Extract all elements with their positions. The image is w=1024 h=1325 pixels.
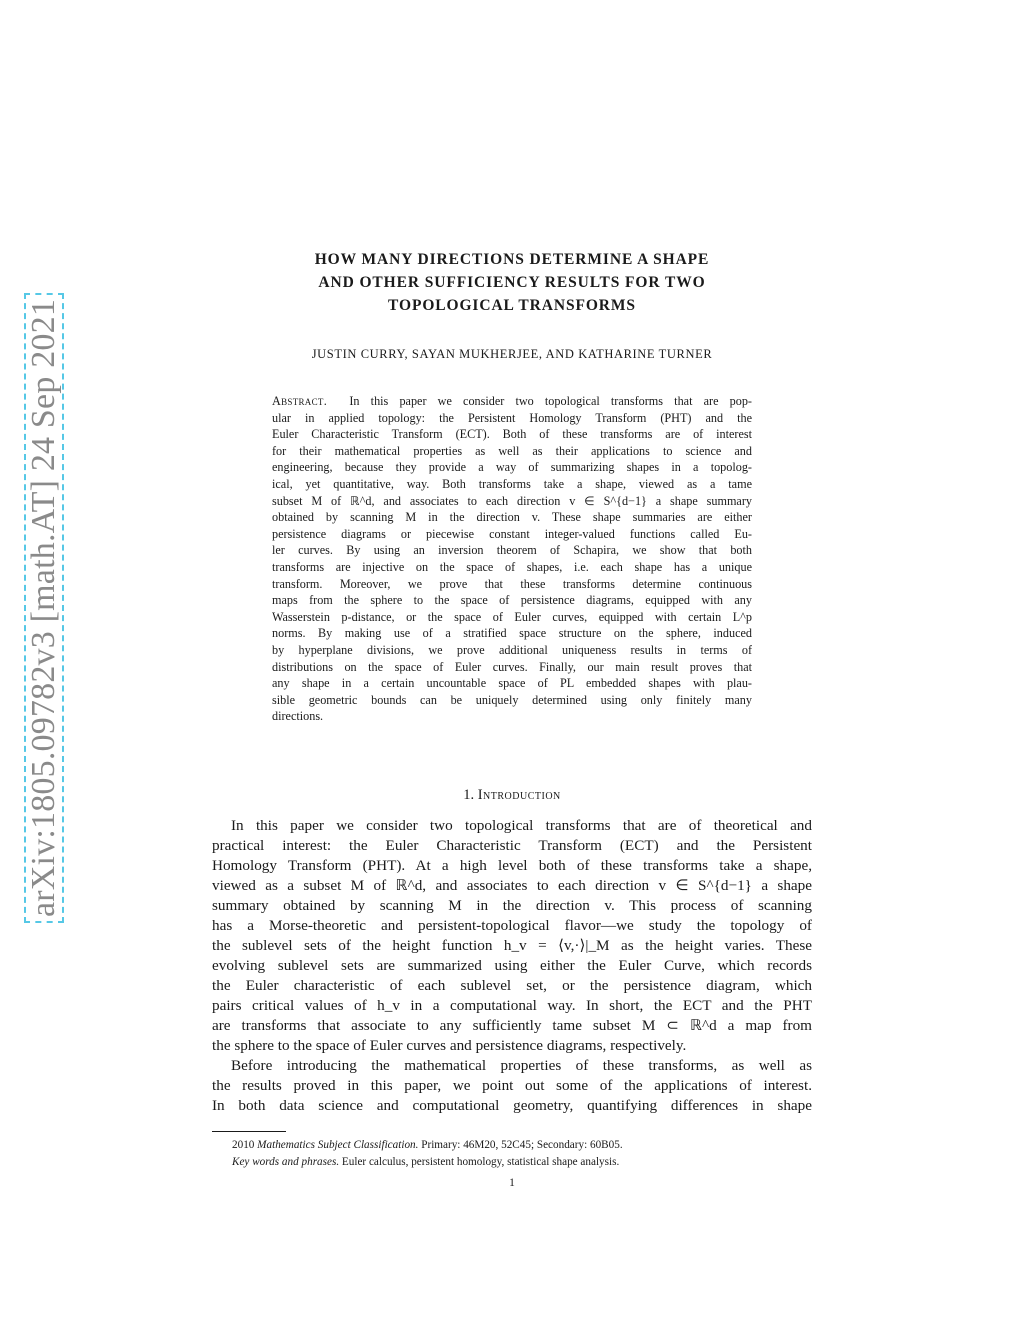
title-line: AND OTHER SUFFICIENCY RESULTS FOR TWO [318, 274, 706, 291]
abstract-line: ical, yet quantitative, way. Both transforms take a shape, viewed as a tame [272, 476, 752, 491]
body-line: pairs critical values of h_v in a computational way. In short, the ECT and the PHT [212, 997, 812, 1014]
abstract-line: maps from the sphere to the space of persistence diagrams, equipped with any [272, 593, 752, 608]
body-line: In this paper we consider two topological transforms that are of theoretical and [231, 817, 812, 834]
abstract-line: norms. By making use of a stratified space structure on the sphere, induced [272, 626, 752, 641]
abstract-line: any shape in a certain uncountable space of PL embedded shapes with plau- [272, 676, 752, 691]
keywords-label: Key words and phrases. [232, 1156, 340, 1168]
arxiv-stamp [24, 293, 64, 923]
abstract-line: distributions on the space of Euler curves. Finally, our main result proves that [272, 659, 752, 674]
abstract-line: sible geometric bounds can be uniquely determined using only finitely many [272, 692, 752, 707]
body-line: In both data science and computational geometry, quantifying differences in shape [212, 1097, 812, 1114]
footnote-msc [232, 1137, 812, 1154]
body-line: the Euler characteristic of each sublevel set, or the persistence diagram, which [212, 977, 812, 994]
body-line: evolving sublevel sets are summarized using either the Euler Curve, which records [212, 957, 812, 974]
abstract-line: Euler Characteristic Transform (ECT). Both of these transforms are of interest [272, 427, 752, 442]
abstract-label: Abstract. [272, 394, 328, 408]
abstract-line: Wasserstein p-distance, or the space of Euler curves, equipped with certain L^p [272, 609, 752, 624]
abstract-line: ular in applied topology: the Persistent Homology Transform (PHT) and the [272, 410, 752, 425]
abstract-line: persistence diagrams or piecewise constant integer-valued functions called Eu- [272, 526, 752, 541]
section-title: Introduction [477, 787, 561, 803]
body-line: the sphere to the space of Euler curves and persistence diagrams, respectively. [212, 1037, 687, 1054]
abstract-line-text: In this paper we consider two topological transforms that are pop- [349, 394, 752, 408]
abstract-line: by hyperplane divisions, we prove additional uniqueness results in terms of [272, 642, 752, 657]
paper-title [212, 248, 812, 317]
abstract-line: for their mathematical properties as well as their applications to science and [272, 443, 752, 458]
body-text [212, 816, 812, 1116]
abstract-line: transforms are injective on the space of shapes, i.e. each shape has a unique [272, 559, 752, 574]
body-line: summary obtained by scanning M in the direction v. This process of scanning [212, 897, 812, 914]
footnote-rule [212, 1131, 286, 1132]
author-list: JUSTIN CURRY, SAYAN MUKHERJEE, AND KATHARINE TURNER [311, 347, 713, 361]
msc-prefix: 2010 [232, 1139, 255, 1151]
abstract [272, 393, 752, 725]
msc-label: Mathematics Subject Classification. [257, 1139, 419, 1151]
abstract-line: engineering, because they provide a way of summarizing shapes in a topolog- [272, 460, 752, 475]
body-line: Before introducing the mathematical properties of these transforms, as well as [231, 1057, 812, 1074]
body-line: the sublevel sets of the height function h_v = ⟨v,·⟩|_M as the height varies. These [212, 937, 812, 954]
body-line: Homology Transform (PHT). At a high level both of these transforms take a shape, [212, 857, 812, 874]
body-line: viewed as a subset M of ℝ^d, and associates to each direction v ∈ S^{d−1} a shape [212, 877, 812, 894]
msc-text: Primary: 46M20, 52C45; Secondary: 60B05. [421, 1139, 623, 1151]
footnote-keywords [232, 1154, 812, 1171]
abstract-line: ler curves. By using an inversion theorem of Schapira, we show that both [272, 543, 752, 558]
keywords-text: Euler calculus, persistent homology, statistical shape analysis. [341, 1156, 620, 1168]
arxiv-stamp-text: arXiv:1805.09782v3 [math.AT] 24 Sep 2021 [25, 298, 62, 918]
section-number: 1. [463, 787, 475, 803]
abstract-line: obtained by scanning M in the direction v. These shape summaries are either [272, 510, 752, 525]
abstract-line: transform. Moreover, we prove that these transforms determine continuous [272, 576, 752, 591]
abstract-line [272, 393, 752, 410]
body-line: practical interest: the Euler Characteristic Transform (ECT) and the Persistent [212, 837, 812, 854]
body-line: has a Morse-theoretic and persistent-topological flavor—we study the topology of [212, 917, 812, 934]
body-line: are transforms that associate to any sufficiently tame subset M ⊂ ℝ^d a map from [212, 1017, 812, 1034]
abstract-line: directions. [272, 709, 324, 724]
section-heading [212, 787, 812, 804]
body-line: the results proved in this paper, we point out some of the applications of interest. [212, 1077, 812, 1094]
abstract-line: subset M of ℝ^d, and associates to each direction v ∈ S^{d−1} a shape summary [272, 493, 752, 508]
title-line: TOPOLOGICAL TRANSFORMS [388, 297, 636, 314]
title-line: HOW MANY DIRECTIONS DETERMINE A SHAPE [314, 251, 710, 268]
page-number: 1 [509, 1177, 515, 1189]
footnotes [232, 1137, 812, 1171]
